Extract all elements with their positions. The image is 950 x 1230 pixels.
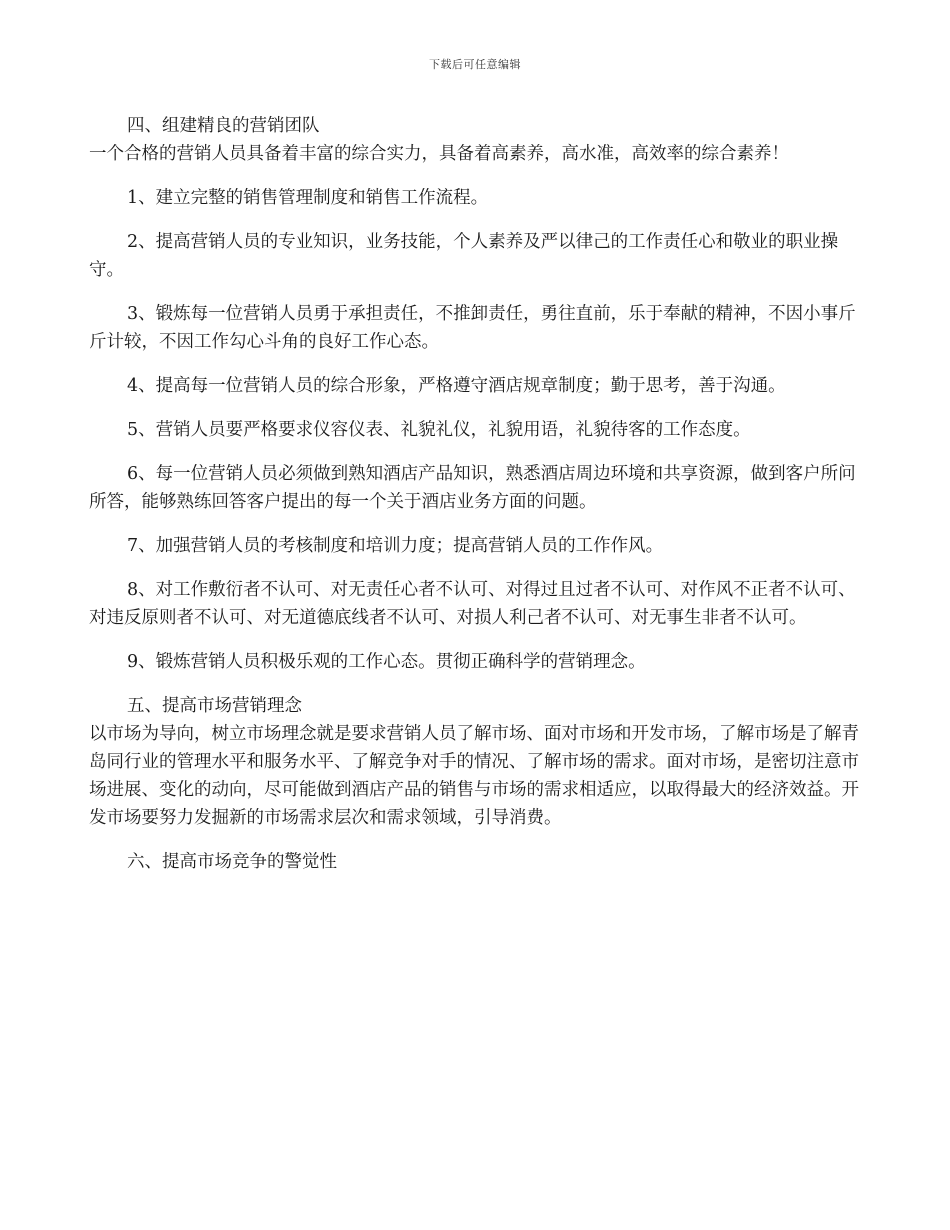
- section-4-intro: 一个合格的营销人员具备着丰富的综合实力，具备着高素养，高水准，高效率的综合素养！: [89, 144, 789, 164]
- list-item-2: 2、提高营销人员的专业知识，业务技能，个人素养及严以律己的工作责任心和敬业的职业操守。: [89, 232, 839, 280]
- list-item-6: 6、每一位营销人员必须做到熟知酒店产品知识，熟悉酒店周边环境和共享资源，做到客户所问所答，能够熟练回答客户提出的每一个关于酒店业务方面的问题。: [89, 464, 856, 512]
- section-heading-5: 五、提高市场营销理念: [127, 696, 302, 716]
- section-heading-6: 六、提高市场竞争的警觉性: [127, 852, 337, 872]
- document-body: [89, 112, 861, 876]
- list-item-4: 4、提高每一位营销人员的综合形象，严格遵守酒店规章制度；勤于思考，善于沟通。: [127, 376, 786, 396]
- section-5-body: 以市场为导向，树立市场理念就是要求营销人员了解市场、面对市场和开发市场，了解市场是了解青岛同行业的管理水平和服务水平、了解竞争对手的情况、了解市场的需求。面对市场，是密切注意市场进展、变化的动向，尽可能做到酒店产品的销售与市场的需求相适应，以取得最大的经济效益。开发市场要努力发掘新的市场需求层次和需求领域，引导消费。: [89, 724, 859, 828]
- list-item-7: 7、加强营销人员的考核制度和培训力度；提高营销人员的工作作风。: [127, 536, 664, 556]
- list-item-3: 3、锻炼每一位营销人员勇于承担责任，不推卸责任，勇往直前，乐于奉献的精神，不因小事斤斤计较，不因工作勾心斗角的良好工作心态。: [89, 304, 856, 352]
- list-item-8: 8、对工作敷衍者不认可、对无责任心者不认可、对得过且过者不认可、对作风不正者不认可、对违反原则者不认可、对无道德底线者不认可、对损人利己者不认可、对无事生非者不认可。: [89, 580, 856, 628]
- list-item-1: 1、建立完整的销售管理制度和销售工作流程。: [127, 188, 489, 208]
- list-item-5: 5、营销人员要严格要求仪容仪表、礼貌礼仪，礼貌用语，礼貌待客的工作态度。: [127, 420, 751, 440]
- page-header: 下载后可任意编辑: [429, 58, 521, 71]
- section-heading-4: 四、组建精良的营销团队: [127, 116, 320, 136]
- list-item-9: 9、锻炼营销人员积极乐观的工作心态。贯彻正确科学的营销理念。: [127, 652, 646, 672]
